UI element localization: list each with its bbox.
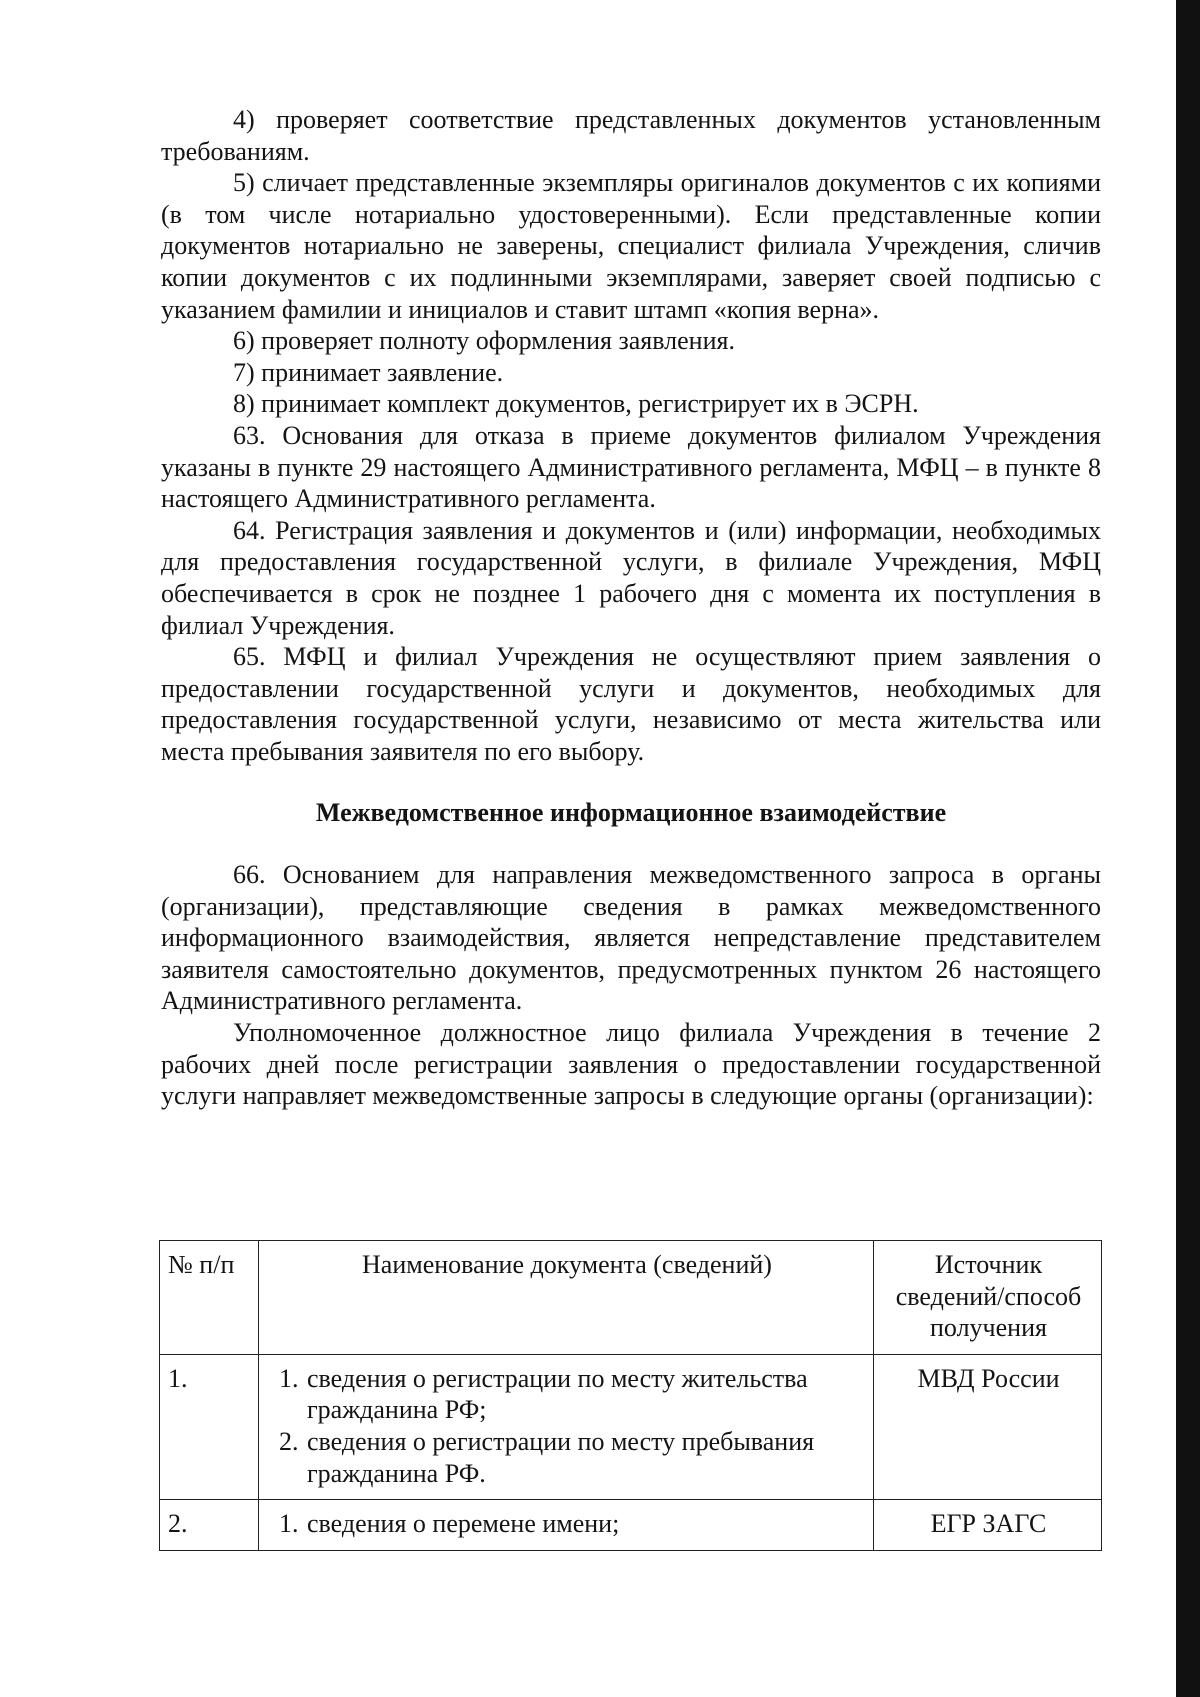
scan-right-edge — [1176, 0, 1200, 1697]
row-source: МВД России — [874, 1354, 1102, 1499]
document-list — [267, 1508, 867, 1540]
paragraph-63: 63. Основания для отказа в приеме документов филиалом Учреждения указаны в пункте 29 настоящего Административного регламента, МФЦ – в пункте 8 настоящего Административного регламента. — [161, 420, 1101, 514]
row-document-name — [259, 1500, 874, 1551]
paragraph-item-5: 5) сличает представленные экземпляры оригиналов документов с их копиями (в том числе нотариально удостоверенными). Если представленные копии документов нотариально не заверены, специалист филиала Учреждения, сличив копии документов с их подлинными экземплярами, заверяет своей подписью с указанием фамилии и инициалов и ставит штамп «копия верна». — [161, 168, 1101, 324]
paragraph-64: 64. Регистрация заявления и документов и (или) информации, необходимых для предоставления государственной услуги, в филиале Учреждения, МФЦ обеспечивается в срок не позднее 1 рабочего дня с момента их поступления в филиал Учреждения. — [161, 515, 1101, 640]
row-number: 1. — [160, 1354, 259, 1499]
list-item: 2. сведения о регистрации по месту пребывания гражданина РФ. — [305, 1426, 867, 1489]
interagency-requests-table — [159, 1240, 1102, 1551]
list-item: 1. сведения о регистрации по месту жительства гражданина РФ; — [305, 1363, 867, 1426]
header-number: № п/п — [160, 1241, 259, 1355]
paragraph-item-4: 4) проверяет соответствие представленных документов установленным требованиям. — [161, 105, 1101, 166]
paragraph-item-6: 6) проверяет полноту оформления заявления. — [233, 326, 735, 356]
header-document-name: Наименование документа (сведений) — [259, 1241, 874, 1355]
paragraph-item-7: 7) принимает заявление. — [233, 357, 504, 387]
section-heading: Межведомственное информационное взаимодействие — [315, 798, 947, 828]
paragraph-66: 66. Основанием для направления межведомственного запроса в органы (организации), представляющие сведения в рамках межведомственного информационного взаимодействия, является непредставление представителем заявителя самостоятельно документов, предусмотренных пунктом 26 настоящего Административного регламента. — [161, 860, 1101, 1016]
document-list — [267, 1363, 867, 1489]
paragraph-65: 65. МФЦ и филиал Учреждения не осуществляют прием заявления о предоставлении государственной услуги и документов, необходимых для предоставления государственной услуги, независимо от места жительства или места пребывания заявителя по его выбору. — [161, 642, 1101, 766]
table-row — [160, 1354, 1102, 1499]
row-source: ЕГР ЗАГС — [874, 1500, 1102, 1551]
document-page — [161, 104, 1101, 1112]
row-document-name — [259, 1354, 874, 1499]
table-row — [160, 1500, 1102, 1551]
header-source: Источник сведений/способ получения — [874, 1241, 1102, 1355]
list-item: 1. сведения о перемене имени; — [305, 1508, 867, 1540]
paragraph-item-8: 8) принимает комплект документов, регистрирует их в ЭСРН. — [233, 389, 919, 419]
row-number: 2. — [160, 1500, 259, 1551]
table-header-row — [160, 1241, 1102, 1355]
paragraph-authorized-person: Уполномоченное должностное лицо филиала Учреждения в течение 2 рабочих дней после регистрации заявления о предоставлении государственной услуги направляет межведомственные запросы в следующие органы (организации): — [161, 1018, 1101, 1111]
